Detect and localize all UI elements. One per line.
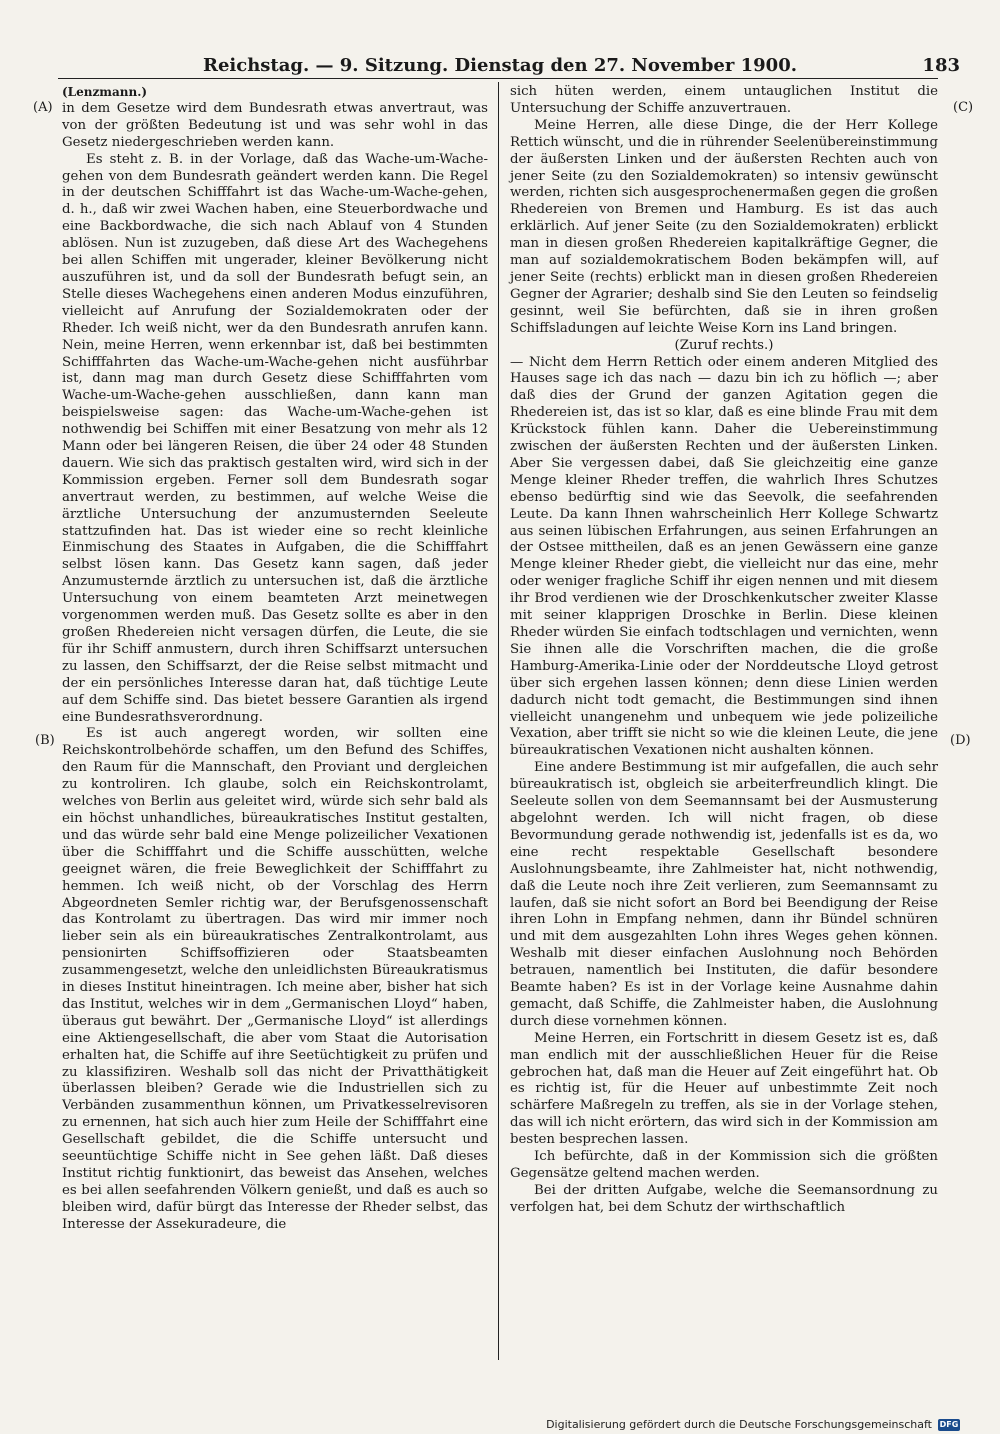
paragraph: Meine Herren, ein Fortschritt in diesem Gesetz ist es, daß man endlich mit der ausschließlichen Heuer für die Reise gebrochen hat, daß man die Heuer auf Zeit eingeführt hat. Ob es richtig ist, für die Heuer auf unbestimmte Zeit noch schärfere Maßregeln zu treffen, als sie in der Vorlage stehen, das will ich nicht erörtern, das wird sich in der Kommission am besten besprechen lassen. bbox=[510, 1030, 938, 1148]
interjection: (Zuruf rechts.) bbox=[674, 337, 774, 353]
page-header bbox=[40, 55, 960, 79]
column-divider bbox=[498, 82, 499, 1360]
paragraph: sich hüten werden, einem untauglichen Institut die Untersuchung der Schiffe anzuvertrauen. bbox=[510, 84, 938, 116]
left-column bbox=[62, 84, 488, 1234]
margin-marker-c: (C) bbox=[953, 100, 974, 115]
paragraph: Eine andere Bestimmung ist mir aufgefallen, die auch sehr büreaukratisch ist, obgleich sie arbeiterfreundlich klingt. Die Seeleute sollen von dem Seemannsamt bei der Ausmusterung abgelohnt werden. Ich will nicht fragen, ob diese Bevormundung gerade nothwendig ist, jedenfalls ist es da, wo eine recht respektable Gesellschaft besondere Auslohnungsbeamte, ihre Zahlmeister hat, nicht nothwendig, daß die Leute noch ihre Zeit verlieren, zum Seemannsamt zu laufen, daß sie nicht sofort an Bord bei Beendigung der Reise ihren Lohn in Empfang nehmen, dann ihr Bündel schnüren und mit dem ausgezahlten Lohn ihres Weges gehen können. Weshalb mit dieser einfachen Auslohnung noch Behörden betrauen, namentlich bei Instituten, die dafür besondere Beamte haben? Es ist in der Vorlage keine Ausnahme dahin gemacht, daß Schiffe, die Zahlmeister haben, die Auslohnung durch diese vornehmen können. bbox=[510, 760, 938, 1029]
digitization-footer bbox=[546, 1418, 960, 1431]
paragraph: Es ist auch angeregt worden, wir sollten eine Reichskontrolbehörde schaffen, um den Befund des Schiffes, den Raum für die Mannschaft, den Proviant und dergleichen zu kontroliren. Ich glaube, solch ein Reichskontrolamt, welches von Berlin aus geleitet wird, würde sich sehr bald als ein höchst unhandliches, büreaukratisches Institut gestalten, und das würde sehr bald eine Menge polizeilicher Vexationen über die Schifffahrt und die Schiffe ausschütten, welche geeignet wären, die freie Beweglichkeit der Schifffahrt zu hemmen. Ich weiß nicht, ob der Vorschlag des Herrn Abgeordneten Semler richtig war, der Berufsgenossenschaft das Kontrolamt zu übertragen. Das wird mir immer noch lieber sein als ein büreaukratisches Zentralkontrolamt, aus pensionirten Schiffsoffizieren oder Staatsbeamten zusammengesetzt, welche den unleidlichsten Büreaukratismus in dieses Institut hineintragen. Ich meine aber, bisher hat sich das Institut, welches wir in dem „Germanischen Lloyd“ haben, überaus gut bewährt. Der „Germanische Lloyd“ ist allerdings eine Aktiengesellschaft, die aber vom Staat die Autorisation erhalten hat, die Schiffe auf ihre Seetüchtigkeit zu prüfen und zu klassifiziren. Weshalb soll das nicht der Privatthätigkeit überlassen bleiben? Gerade wie die Industriellen sich zu Verbänden zusammenthun können, um Privatkesselrevisoren zu ernennen, hat sich auch hier zum Heile der Schifffahrt eine Gesellschaft gebildet, die die Schiffe untersucht und seeuntüchtige Schiffe nicht in See gehen läßt. Daß dieses Institut richtig funktionirt, das beweist das Ansehen, welches es bei allen seefahrenden Völkern genießt, und daß es auch so bleiben wird, dafür bürgt das Interesse der Rheder selbst, das Interesse der Assekuradeure, die bbox=[62, 726, 488, 1232]
page-number: 183 bbox=[922, 55, 960, 76]
margin-marker-b: (B) bbox=[35, 733, 55, 748]
right-column bbox=[510, 84, 938, 1217]
paragraph: Es steht z. B. in der Vorlage, daß das Wache-um-Wache-gehen von dem Bundesrath geändert werden kann. Die Regel in der deutschen Schifffahrt ist das Wache-um-Wache-gehen, d. h., daß wir zwei Wachen haben, eine Steuerbordwache und eine Backbordwache, die sich nach Ablauf von 4 Stunden ablösen. Nun ist zuzugeben, daß diese Art des Wachegehens bei allen Schiffen mit ungerader, kleiner Bevölkerung nicht auszuführen ist, und da soll der Bundesrath befugt sein, an Stelle dieses Wachegehens einen anderen Modus einzuführen, vielleicht auf Anrufung der Sozialdemokraten oder der Rheder. Ich weiß nicht, wer da den Bundesrath anrufen kann. Nein, meine Herren, wenn erkennbar ist, daß bei bestimmten Schifffahrten das Wache-um-Wache-gehen nicht ausführbar ist, dann mag man durch Gesetz diese Schifffahrten vom Wache-um-Wache-gehen ausschließen, dann kann man beispielsweise sagen: das Wache-um-Wache-gehen ist nothwendig bei Schiffen mit einer Besatzung von mehr als 12 Mann oder bei längeren Reisen, die über 24 oder 48 Stunden dauern. Wie sich das praktisch gestalten wird, wird sich in der Kommission ergeben. Ferner soll dem Bundesrath sogar anvertraut werden, zu bestimmen, auf welche Weise die ärztliche Untersuchung der anzumusternden Seeleute stattzufinden hat. Das ist wieder eine so recht kleinliche Einmischung des Staates in Aufgaben, die die Schifffahrt selbst lösen kann. Das Gesetz kann sagen, daß jeder Anzumusternde ärztlich zu untersuchen ist, daß die ärztliche Untersuchung von einem beamteten Arzt meinetwegen vorgenommen werden muß. Das Gesetz sollte es aber in den großen Rhedereien nicht versagen dürfen, die Leute, die sie für ihr Schiff anmustern, durch ihren Schiffsarzt untersuchen zu lassen, den Schiffsarzt, der die Reise selbst mitmacht und der ein persönliches Interesse daran hat, daß tüchtige Leute auf dem Schiffe sind. Das bietet bessere Garantien als irgend eine Bundesrathsverordnung. bbox=[62, 151, 488, 725]
footer-credit: Digitalisierung gefördert durch die Deutsche Forschungsgemeinschaft bbox=[546, 1418, 932, 1431]
header-rule bbox=[58, 78, 938, 79]
dfg-logo-icon: DFG bbox=[939, 1419, 959, 1429]
paragraph: — Nicht dem Herrn Rettich oder einem anderen Mitglied des Hauses sage ich das nach — dazu bin ich zu höflich —; aber daß dies der Grund der ganzen Agitation gegen die Rhedereien ist, das ist so klar, daß es eine blinde Frau mit dem Krückstock fühlen kann. Daher die Uebereinstimmung zwischen der äußersten Rechten und der äußersten Linken. Aber Sie vergessen dabei, daß Sie gleichzeitig eine ganze Menge kleiner Rheder treffen, die wahrlich Ihres Schutzes ebenso bedürftig sind wie das Seevolk, die seefahrenden Leute. Da kann Ihnen wahrscheinlich Herr Kollege Schwartz aus seinen lübischen Erfahrungen, aus seinen Erfahrungen an der Ostsee mittheilen, daß es an jenen Gewässern eine ganze Menge kleiner Rheder giebt, die vielleicht nur das eine, mehr oder weniger fragliche Schiff ihr eigen nennen und mit diesem ihr Brod verdienen wie der Droschkenkutscher zweiter Klasse mit seiner klapprigen Droschke in Berlin. Diese kleinen Rheder würden Sie einfach todtschlagen und vernichten, wenn Sie ihnen alle die Vorschriften machen, die die große Hamburg-Amerika-Linie oder der Norddeutsche Lloyd getrost über sich ergehen lassen können; denn diese Linien werden dadurch nicht todt gemacht, die Bestimmungen sind ihnen vielleicht unangenehm und unbequem wie jede polizeiliche Vexation, aber trifft sie nicht so wie die kleinen Leute, die jene büreaukratischen Vexationen nicht aushalten können. bbox=[510, 354, 938, 759]
margin-marker-d: (D) bbox=[950, 733, 971, 748]
paragraph: Meine Herren, alle diese Dinge, die der Herr Kollege Rettich wünscht, und die in rührender Seelenübereinstimmung der äußersten Linken und der äußersten Rechten auch von jener Seite (zu den Sozialdemokraten) so intensiv gewünscht werden, richten sich ausgesprochenermaßen gegen die großen Rhedereien von Bremen und Hamburg. Es ist das auch erklärlich. Auf jener Seite (zu den Sozialdemokraten) erblickt man in diesen großen Rhedereien kapitalkräftige Gegner, die man auf sozialdemokratischem Boden bekämpfen will, auf jener Seite (rechts) erblickt man in diesen großen Rhedereien Gegner der Agrarier; deshalb sind Sie den Leuten so feindselig gesinnt, weil Sie befürchten, daß sie in ihren großen Schiffsladungen auf leichte Weise Korn ins Land bringen. bbox=[510, 117, 938, 336]
running-title: Reichstag. — 9. Sitzung. Dienstag den 27. November 1900. bbox=[202, 55, 797, 76]
margin-marker-a: (A) bbox=[33, 100, 53, 115]
paragraph: Bei der dritten Aufgabe, welche die Seemansordnung zu verfolgen hat, bei dem Schutz der wirthschaftlich bbox=[510, 1182, 938, 1215]
paragraph: Ich befürchte, daß in der Kommission sich die größten Gegensätze geltend machen werden. bbox=[510, 1149, 938, 1181]
speaker-name: (Lenzmann.) bbox=[62, 85, 148, 99]
paragraph: in dem Gesetze wird dem Bundesrath etwas anvertraut, was von der größten Bedeutung ist und was sehr wohl in das Gesetz niedergeschrieben werden kann. bbox=[62, 100, 488, 150]
